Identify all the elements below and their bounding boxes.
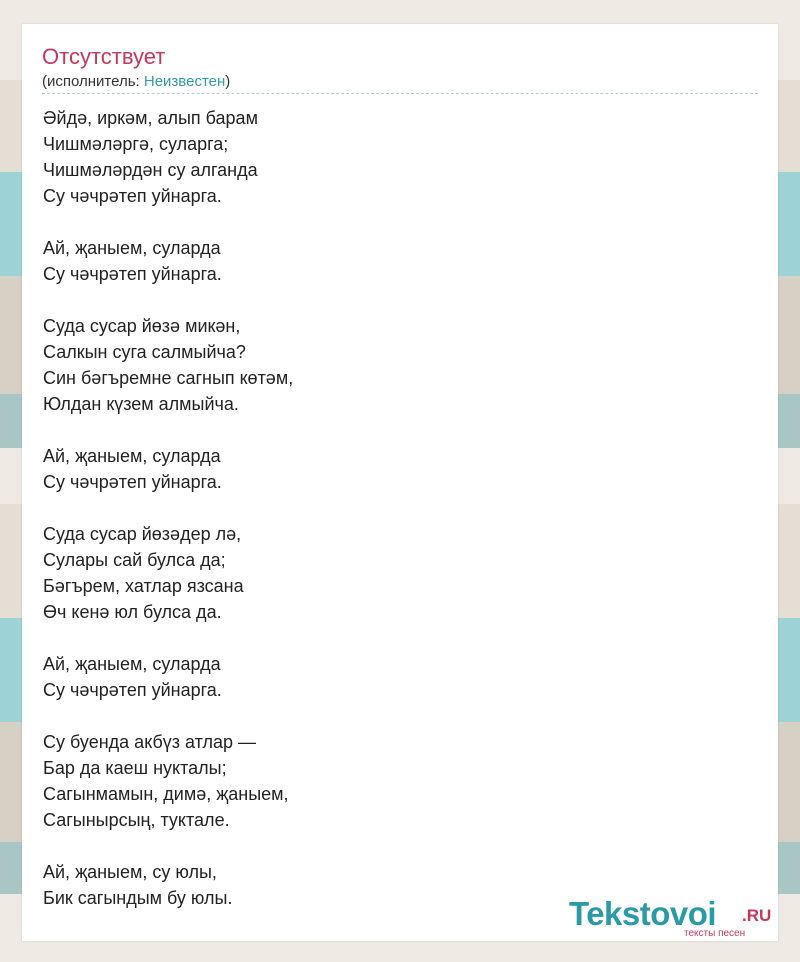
lyrics-line: Бик сагындым бу юлы. — [43, 888, 233, 908]
lyrics-line: Чишмәләргә, суларга; — [43, 134, 229, 154]
lyrics-line: Сагынырсың, туктале. — [43, 810, 230, 830]
lyrics-line: Ай, җаныем, суларда — [43, 446, 221, 466]
lyrics-line: Өч кенә юл булса да. — [43, 602, 222, 622]
lyrics-card — [22, 24, 778, 941]
artist-link[interactable]: Неизвестен — [143, 73, 226, 90]
lyrics-line: Су чәчрәтеп уйнарга. — [43, 680, 222, 700]
lyrics-line: Су чәчрәтеп уйнарга. — [43, 472, 222, 492]
lyrics-stanza — [43, 859, 293, 911]
lyrics-line: Ай, җаныем, суларда — [43, 654, 221, 674]
lyrics-line: Сулары сай булса да; — [43, 550, 226, 570]
logo-domain: .RU — [742, 906, 772, 925]
artist-line — [42, 73, 230, 90]
lyrics-stanza — [43, 105, 293, 209]
lyrics-line: Син бәгъремне сагнып көтәм, — [43, 368, 294, 388]
lyrics-line: Су чәчрәтеп уйнарга. — [43, 264, 222, 284]
lyrics-line: Су буенда акбүз атлар — — [43, 732, 257, 752]
lyrics-stanza — [43, 313, 293, 417]
lyrics-stanza — [43, 521, 293, 625]
lyrics-line: Бәгърем, хатлар язсана — [43, 576, 244, 596]
dashed-divider — [42, 93, 758, 94]
lyrics-stanza — [43, 651, 293, 703]
lyrics-stanza — [43, 235, 293, 287]
lyrics-text — [43, 105, 293, 911]
lyrics-stanza — [43, 729, 293, 833]
artist-prefix: (исполнитель: — [42, 73, 144, 90]
lyrics-line: Сагынмамын, димә, җаныем, — [43, 784, 289, 804]
song-title: Отсутствует — [42, 44, 166, 69]
lyrics-line: Әйдә, иркәм, алып барам — [43, 108, 258, 128]
lyrics-line: Ай, җаныем, су юлы, — [43, 862, 217, 882]
lyrics-line: Су чәчрәтеп уйнарга. — [43, 186, 222, 206]
tekstovoi-logo[interactable] — [569, 896, 779, 940]
lyrics-line: Суда сусар йөзә микән, — [43, 316, 241, 336]
lyrics-line: Ай, җаныем, суларда — [43, 238, 221, 258]
lyrics-line: Суда сусар йөзәдер лә, — [43, 524, 242, 544]
lyrics-line: Чишмәләрдән су алганда — [43, 160, 258, 180]
lyrics-line: Бар да каеш нукталы; — [43, 758, 227, 778]
logo-tagline: тексты песен — [684, 928, 746, 939]
lyrics-stanza — [43, 443, 293, 495]
lyrics-line: Юлдан күзем алмыйча. — [43, 394, 239, 414]
artist-suffix: ) — [225, 73, 231, 90]
logo-name: Tekstovoi — [569, 895, 717, 932]
lyrics-line: Салкын суга салмыйча? — [43, 342, 246, 362]
